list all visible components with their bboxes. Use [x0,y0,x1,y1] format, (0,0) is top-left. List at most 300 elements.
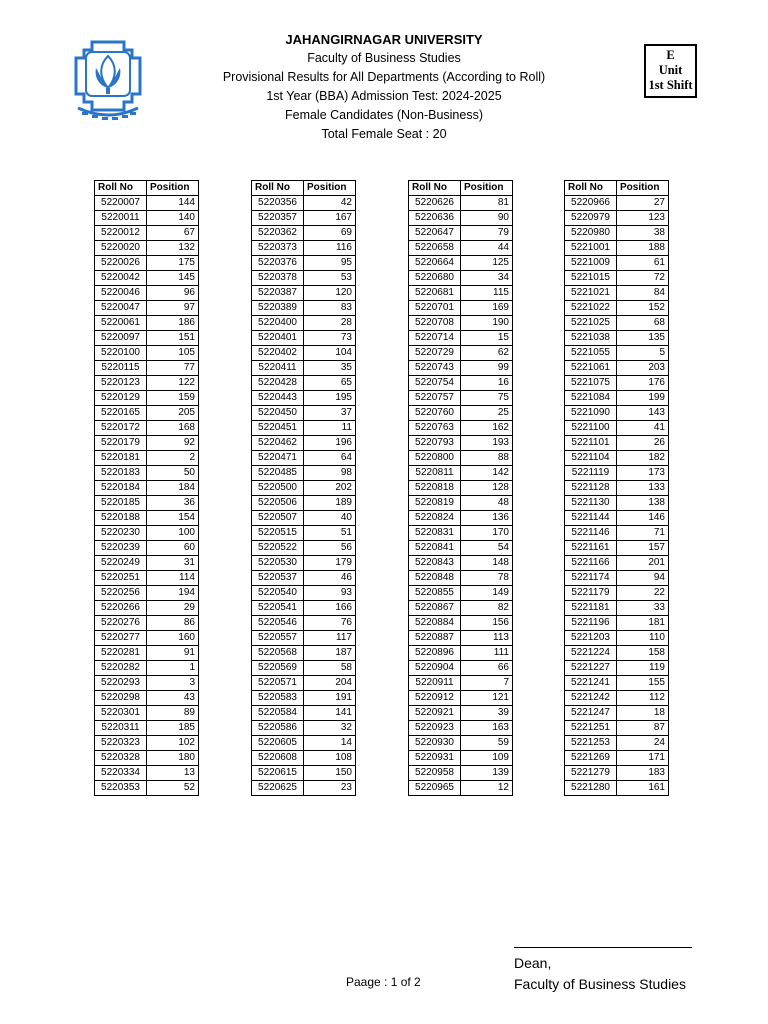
position-cell: 65 [304,376,356,391]
signature-line [514,947,692,948]
roll-no-cell: 5221144 [565,511,617,526]
position-cell: 180 [147,751,199,766]
roll-no-cell: 5220266 [95,601,147,616]
roll-no-cell: 5220239 [95,541,147,556]
position-cell: 96 [147,286,199,301]
table-row [565,781,669,796]
roll-no-cell: 5221166 [565,556,617,571]
position-cell: 146 [617,511,669,526]
roll-no-cell: 5220911 [409,676,461,691]
signature-title: Dean, [514,955,552,971]
position-cell: 29 [147,601,199,616]
position-cell: 92 [147,436,199,451]
roll-no-cell: 5220546 [252,616,304,631]
roll-no-cell: 5220450 [252,406,304,421]
position-cell: 73 [304,331,356,346]
roll-no-cell: 5220818 [409,481,461,496]
table-row [409,436,513,451]
roll-no-cell: 5221104 [565,451,617,466]
position-cell: 83 [304,301,356,316]
position-cell: 50 [147,466,199,481]
table-row [565,316,669,331]
roll-no-cell: 5220930 [409,736,461,751]
roll-no-cell: 5220061 [95,316,147,331]
total-seats: Total Female Seat : 20 [321,127,447,141]
position-cell: 154 [147,511,199,526]
roll-no-cell: 5220334 [95,766,147,781]
position-cell: 14 [304,736,356,751]
roll-no-cell: 5220042 [95,271,147,286]
table-row [409,646,513,661]
position-cell: 72 [617,271,669,286]
page-number: Paage : 1 of 2 [346,975,421,989]
position-cell: 81 [461,196,513,211]
table-row [252,301,356,316]
table-row [252,706,356,721]
table-row [95,271,199,286]
position-cell: 171 [617,751,669,766]
roll-no-cell: 5220811 [409,466,461,481]
position-cell: 196 [304,436,356,451]
table-row [565,706,669,721]
position-cell: 64 [304,451,356,466]
position-cell: 170 [461,526,513,541]
table-row [409,541,513,556]
position-cell: 98 [304,466,356,481]
roll-no-cell: 5220608 [252,751,304,766]
roll-no-header: Roll No [95,181,147,196]
roll-no-cell: 5220165 [95,406,147,421]
position-cell: 79 [461,226,513,241]
position-cell: 156 [461,616,513,631]
position-cell: 51 [304,526,356,541]
table-row [95,361,199,376]
position-cell: 16 [461,376,513,391]
roll-no-cell: 5220515 [252,526,304,541]
position-cell: 90 [461,211,513,226]
table-row [409,676,513,691]
roll-no-cell: 5221146 [565,526,617,541]
position-cell: 114 [147,571,199,586]
table-row [95,721,199,736]
table-row [252,466,356,481]
position-cell: 75 [461,391,513,406]
table-row [409,706,513,721]
roll-no-cell: 5220500 [252,481,304,496]
roll-no-cell: 5220401 [252,331,304,346]
roll-no-cell: 5220357 [252,211,304,226]
table-row [565,736,669,751]
table-row [252,481,356,496]
roll-no-cell: 5220980 [565,226,617,241]
position-cell: 41 [617,421,669,436]
roll-no-cell: 5220841 [409,541,461,556]
position-cell: 15 [461,331,513,346]
roll-no-cell: 5220026 [95,256,147,271]
table-row [95,586,199,601]
roll-no-cell: 5220583 [252,691,304,706]
table-row [252,451,356,466]
roll-no-cell: 5221021 [565,286,617,301]
table-row [565,451,669,466]
position-cell: 42 [304,196,356,211]
position-cell: 91 [147,646,199,661]
position-cell: 95 [304,256,356,271]
table-row [409,376,513,391]
position-cell: 71 [617,526,669,541]
roll-no-cell: 5220760 [409,406,461,421]
roll-no-cell: 5221001 [565,241,617,256]
position-cell: 135 [617,331,669,346]
table-row [95,331,199,346]
roll-no-cell: 5220800 [409,451,461,466]
table-row [252,496,356,511]
table-row [95,316,199,331]
roll-no-cell: 5220376 [252,256,304,271]
roll-no-cell: 5220046 [95,286,147,301]
roll-no-cell: 5220007 [95,196,147,211]
position-cell: 110 [617,631,669,646]
position-cell: 128 [461,481,513,496]
table-row [95,781,199,796]
table-row [409,346,513,361]
position-cell: 82 [461,601,513,616]
table-row [565,466,669,481]
table-row [95,661,199,676]
position-cell: 52 [147,781,199,796]
position-cell: 58 [304,661,356,676]
table-row [565,331,669,346]
position-header: Position [147,181,199,196]
position-cell: 24 [617,736,669,751]
table-row [409,361,513,376]
roll-no-cell: 5221130 [565,496,617,511]
position-cell: 169 [461,301,513,316]
position-cell: 104 [304,346,356,361]
roll-no-cell: 5221090 [565,406,617,421]
table-row [95,211,199,226]
roll-no-cell: 5220636 [409,211,461,226]
table-row [565,511,669,526]
table-row [409,211,513,226]
signature-block [514,953,686,995]
roll-no-cell: 5220571 [252,676,304,691]
position-cell: 175 [147,256,199,271]
roll-no-cell: 5220824 [409,511,461,526]
position-cell: 120 [304,286,356,301]
position-cell: 203 [617,361,669,376]
position-cell: 166 [304,601,356,616]
unit-label: Unit [658,63,683,77]
position-cell: 122 [147,376,199,391]
position-cell: 167 [304,211,356,226]
position-cell: 149 [461,586,513,601]
table-row [409,316,513,331]
position-cell: 157 [617,541,669,556]
table-row [252,316,356,331]
position-cell: 184 [147,481,199,496]
table-row [95,646,199,661]
table-row [409,766,513,781]
table-row [565,766,669,781]
roll-no-cell: 5220530 [252,556,304,571]
roll-no-cell: 5220541 [252,601,304,616]
roll-no-cell: 5220819 [409,496,461,511]
position-cell: 5 [617,346,669,361]
table-row [565,271,669,286]
table-row [252,211,356,226]
roll-no-cell: 5220188 [95,511,147,526]
position-cell: 2 [147,451,199,466]
roll-no-cell: 5221101 [565,436,617,451]
roll-no-cell: 5221179 [565,586,617,601]
roll-no-cell: 5220867 [409,601,461,616]
table-row [95,541,199,556]
roll-no-cell: 5221224 [565,646,617,661]
roll-no-cell: 5220276 [95,616,147,631]
table-row [565,601,669,616]
roll-no-cell: 5221241 [565,676,617,691]
table-row [252,661,356,676]
table-row [95,571,199,586]
position-cell: 145 [147,271,199,286]
table-row [565,286,669,301]
roll-no-cell: 5220921 [409,706,461,721]
table-row [565,421,669,436]
table-row [409,496,513,511]
position-cell: 66 [461,661,513,676]
table-header-row [95,181,199,196]
roll-no-cell: 5221253 [565,736,617,751]
table-row [409,556,513,571]
roll-no-cell: 5220249 [95,556,147,571]
roll-no-cell: 5220402 [252,346,304,361]
table-row [95,451,199,466]
position-cell: 12 [461,781,513,796]
position-cell: 194 [147,586,199,601]
table-row [565,586,669,601]
roll-no-cell: 5220793 [409,436,461,451]
roll-no-cell: 5221022 [565,301,617,316]
position-cell: 97 [147,301,199,316]
position-cell: 87 [617,721,669,736]
roll-no-cell: 5220568 [252,646,304,661]
position-cell: 94 [617,571,669,586]
table-header-row [565,181,669,196]
table-row [565,631,669,646]
roll-no-cell: 5220179 [95,436,147,451]
table-row [565,256,669,271]
table-row [409,586,513,601]
table-row [565,346,669,361]
table-row [252,511,356,526]
roll-no-cell: 5220047 [95,301,147,316]
position-cell: 195 [304,391,356,406]
roll-no-cell: 5220569 [252,661,304,676]
table-row [95,196,199,211]
table-row [565,226,669,241]
position-cell: 105 [147,346,199,361]
table-row [409,406,513,421]
table-row [565,721,669,736]
roll-no-cell: 5220681 [409,286,461,301]
roll-no-cell: 5220362 [252,226,304,241]
table-row [252,421,356,436]
table-row [95,226,199,241]
table-row [95,256,199,271]
position-cell: 43 [147,691,199,706]
roll-no-cell: 5220626 [409,196,461,211]
position-cell: 25 [461,406,513,421]
roll-no-header: Roll No [565,181,617,196]
position-cell: 112 [617,691,669,706]
roll-no-cell: 5220625 [252,781,304,796]
roll-no-cell: 5221247 [565,706,617,721]
position-cell: 193 [461,436,513,451]
position-cell: 179 [304,556,356,571]
roll-no-cell: 5221196 [565,616,617,631]
roll-no-cell: 5220443 [252,391,304,406]
table-row [252,436,356,451]
position-cell: 78 [461,571,513,586]
table-row [252,346,356,361]
position-cell: 181 [617,616,669,631]
roll-no-cell: 5221038 [565,331,617,346]
position-cell: 1 [147,661,199,676]
university-logo [72,38,144,128]
roll-no-cell: 5220701 [409,301,461,316]
table-row [409,781,513,796]
signature-faculty: Faculty of Business Studies [514,976,686,992]
roll-no-cell: 5220904 [409,661,461,676]
table-row [409,631,513,646]
position-cell: 99 [461,361,513,376]
roll-no-cell: 5221203 [565,631,617,646]
roll-no-cell: 5220281 [95,646,147,661]
position-cell: 191 [304,691,356,706]
position-cell: 188 [617,241,669,256]
roll-no-cell: 5220378 [252,271,304,286]
results-table-3 [408,180,513,796]
position-cell: 173 [617,466,669,481]
table-row [252,331,356,346]
table-row [252,286,356,301]
table-row [409,286,513,301]
table-row [409,481,513,496]
position-cell: 160 [147,631,199,646]
table-row [95,346,199,361]
position-cell: 23 [304,781,356,796]
roll-no-cell: 5220843 [409,556,461,571]
candidate-category: Female Candidates (Non-Business) [284,108,483,122]
position-cell: 27 [617,196,669,211]
position-cell: 48 [461,496,513,511]
roll-no-cell: 5221075 [565,376,617,391]
table-row [409,616,513,631]
table-row [565,376,669,391]
table-row [252,676,356,691]
table-row [565,676,669,691]
table-row [409,241,513,256]
position-cell: 93 [304,586,356,601]
roll-no-cell: 5220011 [95,211,147,226]
faculty-name: Faculty of Business Studies [307,51,461,65]
table-row [565,541,669,556]
table-row [252,721,356,736]
position-cell: 54 [461,541,513,556]
roll-no-cell: 5220129 [95,391,147,406]
roll-no-cell: 5220485 [252,466,304,481]
roll-no-cell: 5220184 [95,481,147,496]
table-row [252,406,356,421]
position-cell: 76 [304,616,356,631]
position-cell: 201 [617,556,669,571]
table-row [565,661,669,676]
table-row [252,601,356,616]
roll-no-header: Roll No [409,181,461,196]
table-row [409,301,513,316]
roll-no-cell: 5220584 [252,706,304,721]
position-header: Position [461,181,513,196]
table-row [252,271,356,286]
position-cell: 28 [304,316,356,331]
table-row [565,361,669,376]
table-row [95,496,199,511]
roll-no-cell: 5221161 [565,541,617,556]
table-row [565,481,669,496]
position-cell: 168 [147,421,199,436]
roll-no-cell: 5220387 [252,286,304,301]
roll-no-cell: 5220714 [409,331,461,346]
roll-no-cell: 5220301 [95,706,147,721]
roll-no-cell: 5220471 [252,451,304,466]
position-cell: 33 [617,601,669,616]
table-row [565,691,669,706]
table-row [565,526,669,541]
table-row [95,376,199,391]
shift-label: 1st Shift [648,78,693,92]
table-row [409,691,513,706]
roll-no-cell: 5220958 [409,766,461,781]
position-cell: 159 [147,391,199,406]
roll-no-cell: 5220522 [252,541,304,556]
table-row [95,436,199,451]
roll-no-cell: 5220100 [95,346,147,361]
table-row [409,736,513,751]
roll-no-cell: 5220887 [409,631,461,646]
roll-no-cell: 5220912 [409,691,461,706]
table-row [95,706,199,721]
roll-no-cell: 5220311 [95,721,147,736]
table-row [252,556,356,571]
roll-no-cell: 5220282 [95,661,147,676]
roll-no-cell: 5220754 [409,376,461,391]
table-row [565,571,669,586]
roll-no-cell: 5220743 [409,361,461,376]
roll-no-cell: 5220506 [252,496,304,511]
roll-no-cell: 5220020 [95,241,147,256]
table-row [565,496,669,511]
table-row [409,451,513,466]
roll-no-cell: 5220605 [252,736,304,751]
test-title: 1st Year (BBA) Admission Test: 2024-2025 [266,89,502,103]
table-row [252,751,356,766]
roll-no-cell: 5220507 [252,511,304,526]
position-cell: 123 [617,211,669,226]
table-row [95,286,199,301]
roll-no-cell: 5220328 [95,751,147,766]
table-row [95,406,199,421]
